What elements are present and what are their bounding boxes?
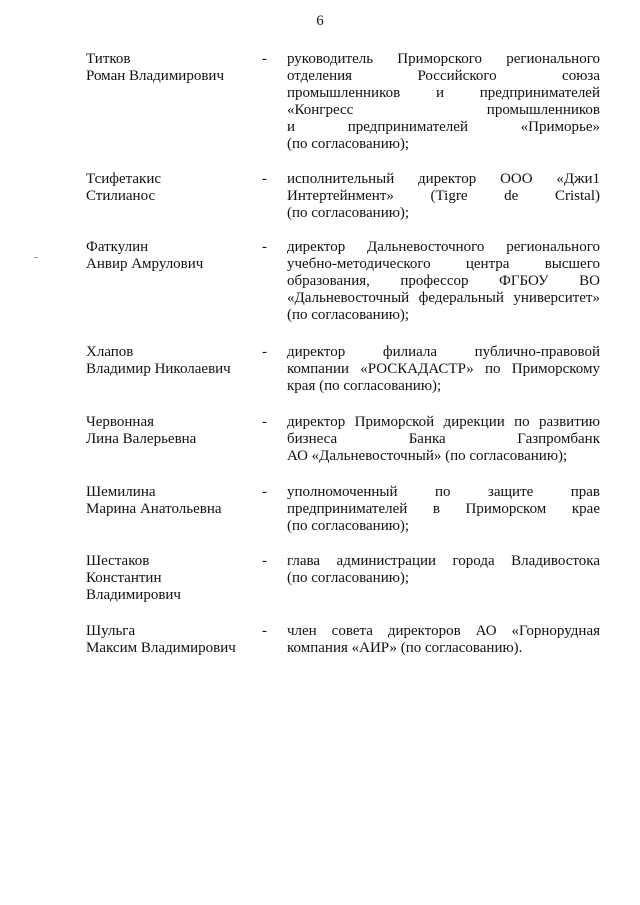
member-position [287,553,600,587]
member-position [287,51,600,153]
member-given-names: Владимирович [86,587,181,603]
member-given-names: Максим Владимирович [86,640,236,656]
position-line: директор Дальневосточного регионального [287,239,600,255]
member-position [287,414,600,465]
position-line: (по согласованию); [287,307,410,323]
member-name [86,51,256,85]
position-line: «Дальневосточный федеральный университет» [287,290,600,306]
position-line: компании «РОСКАДАСТР» по Приморскому [287,361,600,377]
member-surname: Тсифетакис [86,171,162,187]
dash-separator: - [262,171,267,187]
member-given-names: Стилианос [86,188,156,204]
position-line: предпринимателей в Приморском крае [287,501,600,517]
member-name [86,171,256,205]
dash-separator: - [262,484,267,500]
member-given-names: Владимир Николаевич [86,361,231,377]
member-position [287,484,600,535]
dash-separator: - [262,553,267,569]
member-position [287,344,600,395]
position-line: отделения Российского союза [287,68,600,84]
member-surname: Фаткулин [86,239,149,255]
member-surname: Титков [86,51,131,67]
member-position [287,623,600,657]
member-surname: Червонная [86,414,154,430]
position-line: и предпринимателей «Приморье» [287,119,600,135]
position-line: бизнеса Банка Газпромбанк [287,431,600,447]
dash-separator: - [262,344,267,360]
member-name [86,239,256,273]
member-position [287,239,600,324]
member-name [86,623,256,657]
position-line: (по согласованию); [287,136,410,152]
dash-separator: - [262,51,267,67]
position-line: компания «АИР» (по согласованию). [287,640,523,656]
position-line: (по согласованию); [287,570,410,586]
position-line: края (по согласованию); [287,378,442,394]
position-line: уполномоченный по защите прав [287,484,600,500]
member-position [287,171,600,222]
member-name [86,344,256,378]
dash-separator: - [262,239,267,255]
member-name [86,484,256,518]
member-name [86,553,256,604]
position-line: директор Приморской дирекции по развитию [287,414,600,430]
member-given-names: Анвир Амрулович [86,256,204,272]
position-line: АО «Дальневосточный» (по согласованию); [287,448,568,464]
member-surname: Шульга [86,623,136,639]
member-name [86,414,256,448]
dash-separator: - [262,414,267,430]
member-given-names: Марина Анатольевна [86,501,222,517]
page-number: 6 [316,13,324,29]
position-line: член совета директоров АО «Горнорудная [287,623,600,639]
position-line: «Конгресс промышленников [287,102,600,118]
member-given-names: Лина Валерьевна [86,431,197,447]
member-surname: Шестаков [86,553,150,569]
member-surname: Хлапов [86,344,134,360]
margin-mark [34,257,38,258]
position-line: учебно-методического центра высшего [287,256,600,272]
member-given-names: Константин [86,570,162,586]
member-surname: Шемилина [86,484,156,500]
position-line: промышленников и предпринимателей [287,85,600,101]
position-line: исполнительный директор ООО «Джи1 [287,171,600,187]
position-line: (по согласованию); [287,518,410,534]
position-line: директор филиала публично-правовой [287,344,600,360]
position-line: Интертейнмент» (Tigre de Cristal) [287,188,600,204]
member-given-names: Роман Владимирович [86,68,224,84]
position-line: руководитель Приморского регионального [287,51,600,67]
dash-separator: - [262,623,267,639]
position-line: глава администрации города Владивостока [287,553,600,569]
position-line: (по согласованию); [287,205,410,221]
position-line: образования, профессор ФГБОУ ВО [287,273,600,289]
